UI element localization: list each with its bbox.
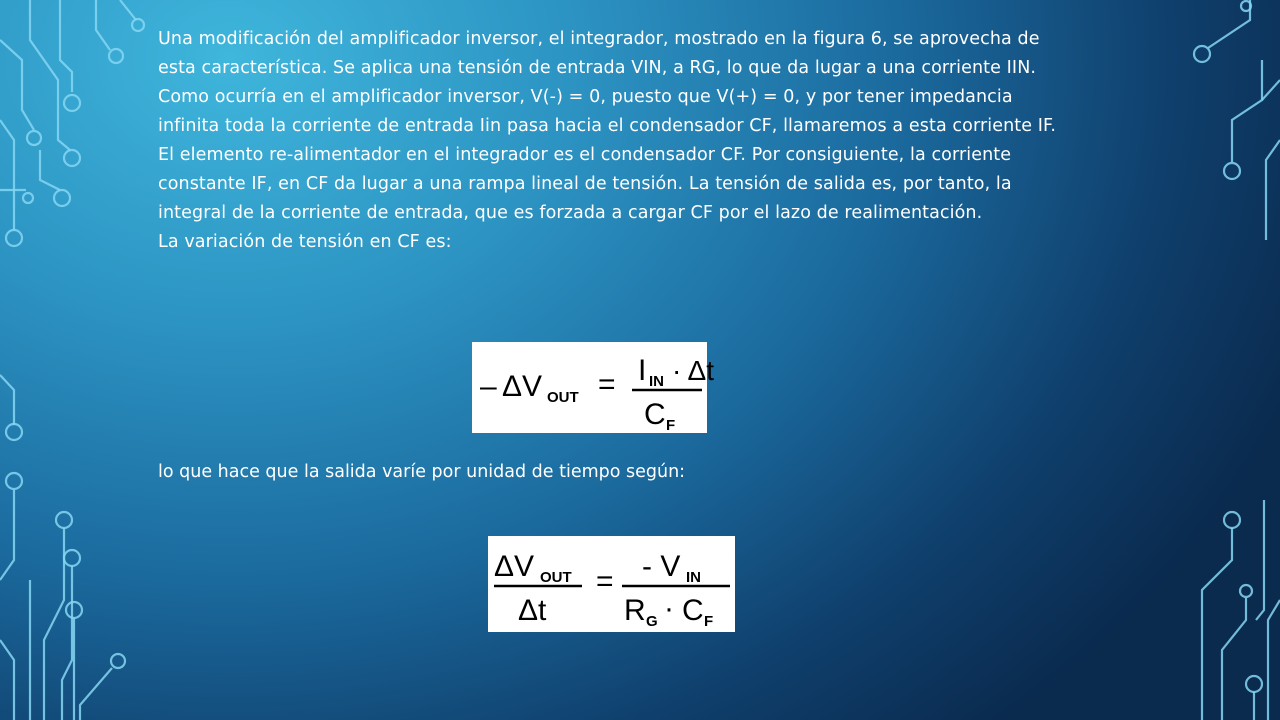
circuit-line: [0, 640, 14, 720]
body-text: [158, 25, 1058, 257]
circuit-line: [1256, 500, 1264, 620]
circuit-line: [30, 0, 70, 150]
second-text: lo que hace que la salida varíe por unidad de tiempo según:: [158, 462, 686, 482]
circuit-node: [1224, 163, 1240, 179]
circuit-node: [6, 230, 22, 246]
paragraph: Como ocurría en el amplificador inversor, V(-) = 0, puesto que V(+) = 0, y por tener impedancia infinita toda la corriente de entrada Iin pasa hacia el condensador CF, llamaremos a esta corriente IF.: [158, 87, 1057, 136]
circuit-node: [64, 95, 80, 111]
formula-den-r-sub: G: [646, 613, 658, 630]
formula-num: I: [638, 354, 647, 387]
formula-delta-v: ΔV: [502, 370, 543, 403]
formula-num-sub: IN: [686, 569, 701, 586]
circuit-line: [60, 0, 72, 92]
circuit-line: [1268, 600, 1280, 720]
circuit-line: [1208, 0, 1250, 48]
circuit-line: [0, 490, 14, 580]
circuit-line: [1266, 140, 1280, 240]
circuit-line: [0, 375, 14, 425]
circuit-line: [1222, 598, 1246, 720]
circuit-node: [132, 19, 144, 31]
formula-equals: =: [596, 565, 614, 598]
circuit-node: [56, 512, 72, 528]
circuit-node: [54, 190, 70, 206]
formula-den: C: [644, 398, 666, 431]
formula-num-rest: · Δt: [672, 355, 715, 386]
paragraph: El elemento re-alimentador en el integrador es el condensador CF. Por consiguiente, la corriente constante IF, en CF da lugar a una rampa lineal de tensión. La tensión de salida es, por tanto, la integral de la corriente de entrada, que es forzada a cargar CF por el lazo de realimentación.: [158, 145, 1012, 223]
circuit-node: [1246, 676, 1262, 692]
circuit-line: [80, 668, 112, 720]
circuit-line: [0, 40, 34, 130]
formula-equals: =: [598, 368, 616, 401]
formula-sign: –: [480, 370, 497, 403]
circuit-node: [23, 193, 33, 203]
paragraph: Una modificación del amplificador inversor, el integrador, mostrado en la figura 6, se aprovecha de esta característica. Se aplica una tensión de entrada VIN, a RG, lo que da lugar a una corriente IIN.: [158, 29, 1040, 78]
circuit-line: [0, 120, 14, 230]
formula-den-r: R: [624, 594, 646, 627]
formula-num: - V: [642, 550, 681, 583]
circuit-node: [109, 49, 123, 63]
formula-sub: OUT: [547, 389, 579, 406]
circuit-node: [64, 150, 80, 166]
circuit-node: [27, 131, 41, 145]
circuit-node: [6, 473, 22, 489]
formula-delta-t: Δt: [518, 594, 547, 627]
formula-sub: OUT: [540, 569, 572, 586]
circuit-line: [1202, 528, 1232, 720]
formula-den-sub: F: [666, 417, 676, 434]
formula-den-c-sub: F: [704, 613, 714, 630]
circuit-line: [1262, 80, 1280, 100]
circuit-node: [1224, 512, 1240, 528]
circuit-node: [1240, 585, 1252, 597]
formula-num-sub: IN: [649, 373, 664, 390]
circuit-line: [96, 0, 110, 50]
circuit-node: [111, 654, 125, 668]
formula-delta-v: ΔV: [494, 550, 535, 583]
formula-den-c: C: [682, 594, 704, 627]
circuit-line: [120, 0, 136, 20]
circuit-node: [1194, 46, 1210, 62]
circuit-node: [6, 424, 22, 440]
circuit-line: [40, 150, 60, 190]
formula-voltage-variation: [472, 342, 715, 434]
formula-den-dot: ·: [664, 592, 674, 625]
circuit-node: [66, 602, 82, 618]
circuit-line: [1232, 60, 1262, 162]
circuit-node: [64, 550, 80, 566]
paragraph: La variación de tensión en CF es:: [158, 232, 452, 252]
formula-output-rate: [488, 536, 735, 632]
